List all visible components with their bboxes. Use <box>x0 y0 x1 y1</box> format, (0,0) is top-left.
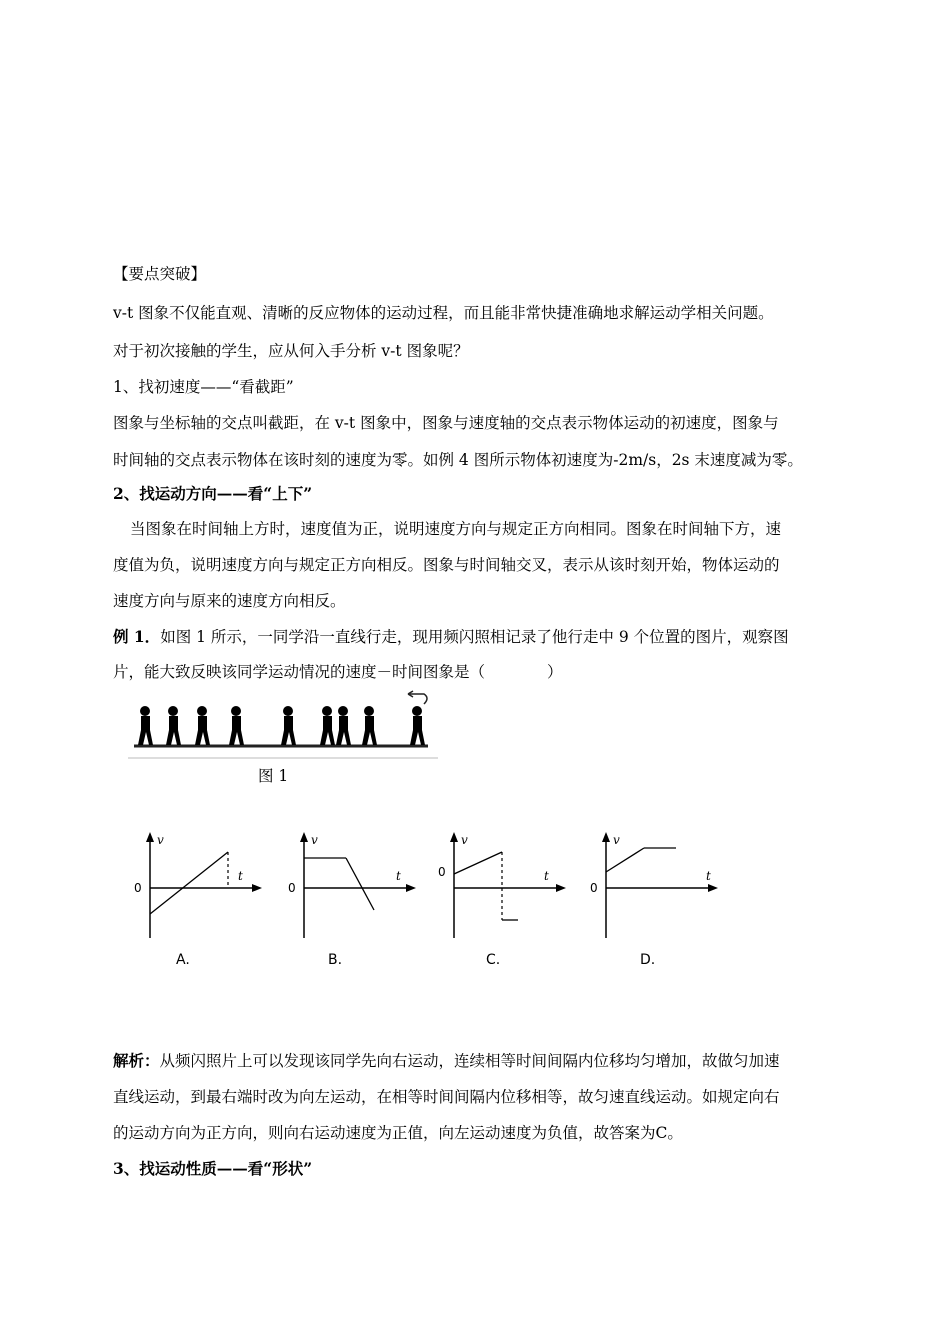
figure-caption: 图 1 <box>258 767 289 785</box>
analysis-line-3: 的运动方向为正方向，则向右运动速度为正值，向左运动速度为负值，故答案为C。 <box>113 1124 683 1142</box>
option-a-label: A. <box>176 952 190 968</box>
walker-figures <box>138 706 425 745</box>
option-graph-d <box>586 828 726 978</box>
example-label: 例 1． <box>113 627 161 646</box>
point1-body-1: 图象与坐标轴的交点叫截距，在 v-t 图象中，图象与速度轴的交点表示物体运动的初速度，图象与 <box>113 414 779 432</box>
svg-text:0: 0 <box>590 881 598 895</box>
svg-text:t: t <box>238 869 243 883</box>
point1-heading: 1、找初速度——“看截距” <box>113 378 294 396</box>
point2-body-1: 当图象在时间轴上方时，速度值为正，说明速度方向与规定正方向相同。图象在时间轴下方，速 <box>130 520 782 538</box>
svg-text:v: v <box>461 833 468 847</box>
intro-line-1: v-t 图象不仅能直观、清晰的反应物体的运动过程，而且能非常快捷准确地求解运动学相关问题。 <box>113 304 774 322</box>
analysis-text-1: 从频闪照片上可以发现该同学先向右运动，连续相等时间间隔内位移均匀增加，故做匀加速 <box>159 1052 780 1070</box>
analysis-line-2: 直线运动，到最右端时改为向左运动，在相等时间间隔内位移相等，故匀速直线运动。如规定向右 <box>113 1088 780 1106</box>
option-graph-b <box>284 828 424 978</box>
analysis-label: 解析： <box>113 1051 160 1070</box>
svg-text:t: t <box>544 869 549 883</box>
point2-body-2: 度值为负，说明速度方向与规定正方向相反。图象与时间轴交叉，表示从该时刻开始，物体运动的 <box>113 556 780 574</box>
example-text-1: 如图 1 所示，一同学沿一直线行走，现用频闪照相记录了他行走中 9 个位置的图片，观察图 <box>160 628 789 646</box>
point1-body-2: 时间轴的交点表示物体在该时刻的速度为零。如例 4 图所示物体初速度为-2m/s，2s 末速度减为零。 <box>113 451 803 469</box>
svg-text:v: v <box>157 833 164 847</box>
option-c-label: C. <box>486 952 501 968</box>
svg-text:0: 0 <box>134 881 142 895</box>
svg-text:v: v <box>613 833 620 847</box>
point3-heading: 3、找运动性质——看“形状” <box>113 1159 313 1178</box>
svg-text:0: 0 <box>438 865 446 879</box>
option-b-label: B. <box>328 952 343 968</box>
svg-text:t: t <box>706 869 711 883</box>
option-d-label: D. <box>640 952 656 968</box>
section-title: 【要点突破】 <box>113 265 207 283</box>
svg-text:t: t <box>396 869 401 883</box>
example-line-2: 片，能大致反映该同学运动情况的速度－时间图象是（ ） <box>113 663 563 681</box>
point2-body-3: 速度方向与原来的速度方向相反。 <box>113 592 346 610</box>
svg-text:0: 0 <box>288 881 296 895</box>
example-line-1 <box>113 627 789 647</box>
analysis-line-1 <box>113 1051 780 1071</box>
strobe-photo <box>128 690 438 760</box>
option-graph-a <box>130 828 270 978</box>
intro-line-2: 对于初次接触的学生，应从何入手分析 v-t 图象呢？ <box>113 342 469 360</box>
point2-heading: 2、找运动方向——看“上下” <box>113 484 313 503</box>
svg-text:v: v <box>311 833 318 847</box>
option-graph-c <box>434 828 574 978</box>
